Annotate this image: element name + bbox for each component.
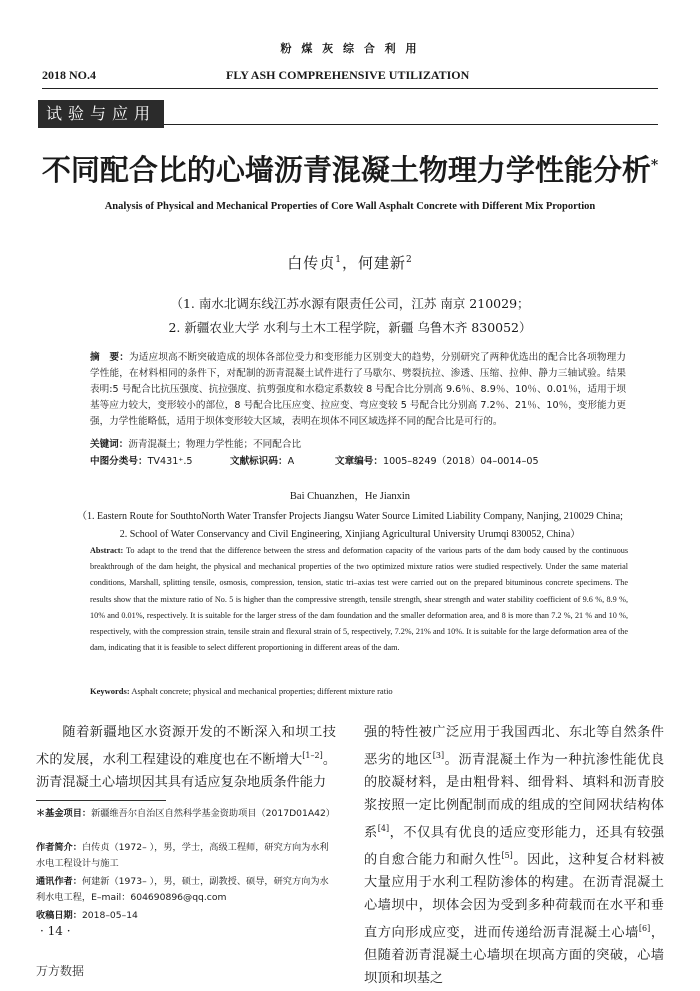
citation: [4]: [377, 823, 390, 833]
citation: [6]: [638, 923, 651, 933]
abstract-cn: 摘 要：为适应坝高不断突破造成的坝体各部位受力和变形能力区别变大的趋势，分别研究了两种优选出的配合比各项物理力学性能，在材料相同的条件下，对配制的沥青混凝土试件进行了马歇尔、劈裂抗拉、渗透、压缩、拉伸、静力三轴试验。结果表明:5 号配合比抗压强度、抗拉强度、抗剪强度和水稳定系数较 8 号配合比分别高 9.6％、8.9％、10％、0.01％，适用于坝基等应力较大，变形较小的部位，8 号配合比压应变、拉应变、弯应变较 5 号配合比分别高 7.2％、21％、10％，变形能力更强，力学性能略低，适用于坝体变形较大区域，表明在坝体不同区域选择不同的配合比是可行的。: [90, 352, 627, 427]
citation: [5]: [501, 850, 513, 860]
footnote-corresponding: 通讯作者：何建新（1973– ），男，硕士，副教授、硕导，研究方向为水利水电工程，E–mail：604690896@qq.com: [36, 876, 329, 903]
keywords-cn: 关键词：沥青混凝土；物理力学性能；不同配合比: [90, 439, 302, 450]
footnote-divider: [36, 800, 166, 801]
clc-number: 中图分类号：TV431⁺.5: [90, 456, 193, 467]
section-divider: [164, 124, 658, 125]
author-1: 白传贞: [287, 254, 336, 272]
authors-en: Bai Chuanzhen，He Jianxin: [289, 491, 411, 502]
classification-row: [90, 453, 626, 467]
abstract-en: Abstract: To adapt to the trend that the difference between the stress and deformation capacity of the various parts of the dam body caused by the continuous breakthrough of the dam height, the physical and mechanical properties of the two optimized mixture ratios were studied respectively. Under the same material conditions, Marshall, splitting tensile, osmosis, compression, tension, static tri–axias test were carried out on the prepared bituminous concrete specimens. The results show that the mixture ratio of No. 5 is higher than the compressive strength, tensile strength, shear strength and water stability coefficient of 9.6 %, 8.9 %, 10% and 0.01%, respectively. It is suitable for the larger stress of the dam foundation and the smaller deformation area, and 8 is more than 7.2 %, 21 % and 10 %, respectively, with the compression strain, tensile strain and flexural strain of 5, respectively, 7.2%, 21% and 10%. It is suitable for the large deformation area of the dam, indicating that it is feasible to select different proportioning in different areas of the dam.: [90, 546, 628, 653]
keywords-en: Keywords: Asphalt concrete; physical and mechanical properties; different mixture ratio: [90, 686, 393, 696]
paper-title-en: Analysis of Physical and Mechanical Properties of Core Wall Asphalt Concrete with Different Mix Proportion: [104, 201, 596, 212]
section-tag: 试验与应用: [38, 100, 164, 128]
affiliation-2-en: 2. School of Water Conservancy and Civil Engineering, Xinjiang Agricultural University Urumqi 830052, China）: [119, 529, 581, 540]
footnote-author: 作者简介：白传贞（1972– ），男，学士，高级工程师，研究方向为水利水电工程设计与施工: [36, 842, 329, 869]
citation: [3]: [432, 750, 445, 760]
journal-name-en: FLY ASH COMPREHENSIVE UTILIZATION: [226, 68, 470, 82]
authors-cn: 白传贞$^1$，何建新$^2$: [287, 254, 413, 272]
title-footnote-mark: *: [650, 157, 659, 174]
page-number: · 14 ·: [40, 924, 71, 938]
affiliation-1-cn: （1. 南水北调东线江苏水源有限责任公司，江苏 南京 210029；: [170, 296, 530, 311]
author-2: 何建新: [358, 254, 407, 272]
article-number: 文章编号：1005–8249（2018）04–0014–05: [335, 456, 539, 467]
footnote-fund: ＊基金项目：新疆维吾尔自治区自然科学基金资助项目（2017D01A42）: [36, 808, 335, 819]
footnote-received: 收稿日期：2018–05–14: [36, 910, 138, 921]
watermark: 万方数据: [36, 964, 85, 978]
body-column-right: 强的特性被广泛应用于我国西北、东北等自然条件恶劣的地区[3]。沥青混凝土作为一种抗渗性能优良的胶凝材料，是由粗骨料、细骨料、填料和沥青胶浆按照一定比例配制而成的组成的空间网状结构体系[4]，不仅具有优良的适应变形能力，还具有较强的自愈合能力和耐久性[5]。因此，这种复合材料被大量应用于水利工程防渗体的构建。在沥青混凝土心墙坝中，坝体会因为受到多种荷载而在水平和垂直方向形成应变，进而传递给沥青混凝土心墙[6]，但随着沥青混凝土心墙坝在坝高方面的突破，心墙坝顶和坝基之: [364, 725, 665, 986]
citation: [1–2]: [302, 750, 323, 760]
affiliation-2-cn: 2. 新疆农业大学 水利与土木工程学院，新疆 乌鲁木齐 830052）: [168, 320, 532, 335]
body-column-left: 随着新疆地区水资源开发的不断深入和坝工技术的发展，水利工程建设的难度也在不断增大[1–2]。沥青混凝土心墙坝因其具有适应复杂地质条件能力: [36, 725, 337, 790]
issue-label: 2018 NO.4: [42, 68, 96, 82]
document-code: 文献标识码：A: [230, 456, 295, 467]
journal-name-cn: 粉 煤 灰 综 合 利 用: [280, 42, 420, 55]
paper-title-cn: 不同配合比的心墙沥青混凝土物理力学性能分析*: [41, 153, 659, 187]
affiliation-1-en: （1. Eastern Route for SouthtoNorth Water Transfer Projects Jiangsu Water Source Limited Liability Company, Nanjing, 210029 China;: [77, 511, 623, 522]
header-divider: [42, 88, 658, 89]
